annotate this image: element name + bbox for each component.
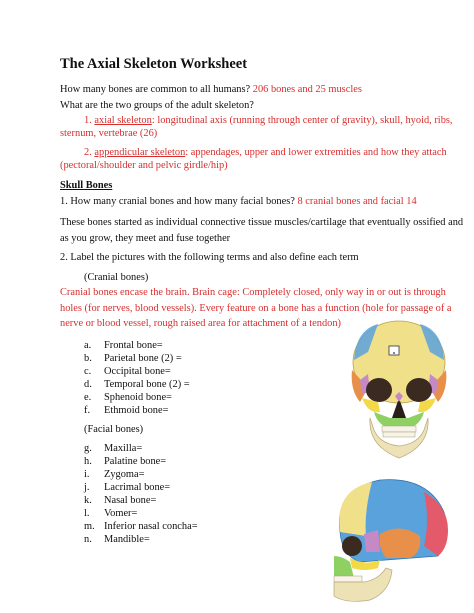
instruction-label: 2. Label the pictures with the following terms and also define each term bbox=[60, 252, 359, 263]
list-item: d. Temporal bone (2) = bbox=[84, 379, 190, 390]
list-item: h. Palatine bone= bbox=[84, 456, 167, 467]
paragraph-line2: as you grow, they meet and fuse together bbox=[60, 233, 231, 244]
list-item: a. Frontal bone= bbox=[84, 340, 163, 351]
orbit-left bbox=[366, 378, 392, 402]
list-item: f. Ethmoid bone= bbox=[84, 405, 169, 416]
label-dot bbox=[393, 352, 395, 354]
answer-text: 206 bones and 25 muscles bbox=[252, 84, 362, 95]
orbit-lateral bbox=[342, 536, 362, 556]
occipital-bone-lateral bbox=[424, 492, 448, 556]
list-item: i. Zygoma= bbox=[84, 469, 145, 480]
temporal-bone-lateral bbox=[380, 528, 421, 558]
skull-lateral-illustration bbox=[320, 472, 460, 610]
lower-teeth bbox=[383, 432, 415, 437]
section-heading-skull: Skull Bones bbox=[60, 180, 113, 191]
teeth-lateral bbox=[334, 576, 362, 582]
group-desc: : appendages, upper and lower extremities and how they attach bbox=[185, 147, 447, 158]
list-item: e. Sphenoid bone= bbox=[84, 392, 172, 403]
question-bone-count bbox=[60, 82, 362, 98]
orbit-right bbox=[406, 378, 432, 402]
answer-text: 8 cranial bones and facial 14 bbox=[297, 196, 417, 207]
list-item: g. Maxilla= bbox=[84, 443, 143, 454]
list-item: m. Inferior nasal concha= bbox=[84, 521, 198, 532]
group-appendicular-line2: (pectoral/shoulder and pelvic girdle/hip) bbox=[60, 160, 228, 171]
page-title: The Axial Skeleton Worksheet bbox=[60, 56, 248, 72]
paragraph-line1: These bones started as individual connective tissue muscles/cartilage that eventually ossified and bbox=[60, 217, 464, 228]
list-item: b. Parietal bone (2) = bbox=[84, 353, 182, 364]
question-skeleton-groups: What are the two groups of the adult skeleton? bbox=[60, 100, 254, 111]
cranial-definition-line2: holes (for nerves, blood vessels). Every feature on a bone has a function (hole for passage of a bbox=[60, 303, 452, 314]
group-desc: : longitudinal axis (running through center of gravity), skull, hyoid, ribs, bbox=[151, 115, 453, 126]
group-term: axial skeleton bbox=[94, 115, 152, 126]
list-item: k. Nasal bone= bbox=[84, 495, 157, 506]
upper-teeth bbox=[382, 426, 416, 432]
group-number: 1. bbox=[84, 115, 92, 126]
cranial-definition-line3: nerve or blood vessel, rough raised area for attachment of a tendon) bbox=[60, 318, 342, 329]
list-item: j. Lacrimal bone= bbox=[84, 482, 171, 493]
list-item: l. Vomer= bbox=[84, 508, 138, 519]
question-text: 1. How many cranial bones and how many facial bones? bbox=[60, 196, 295, 207]
cranial-definition-line1: Cranial bones encase the brain. Brain cage: Completely closed, only way in or out is through bbox=[60, 287, 446, 298]
facial-heading: (Facial bones) bbox=[84, 424, 144, 435]
list-item: n. Mandible= bbox=[84, 534, 150, 545]
list-item: c. Occipital bone= bbox=[84, 366, 171, 377]
question-cranial-facial-count bbox=[60, 194, 417, 210]
cranial-heading: (Cranial bones) bbox=[84, 272, 149, 283]
group-number: 2. bbox=[84, 147, 92, 158]
question-text: How many bones are common to all humans? bbox=[60, 84, 251, 95]
skull-front-illustration bbox=[338, 318, 460, 470]
group-axial-line2: sternum, vertebrae (26) bbox=[60, 128, 158, 139]
group-term: appendicular skeleton bbox=[94, 147, 186, 158]
